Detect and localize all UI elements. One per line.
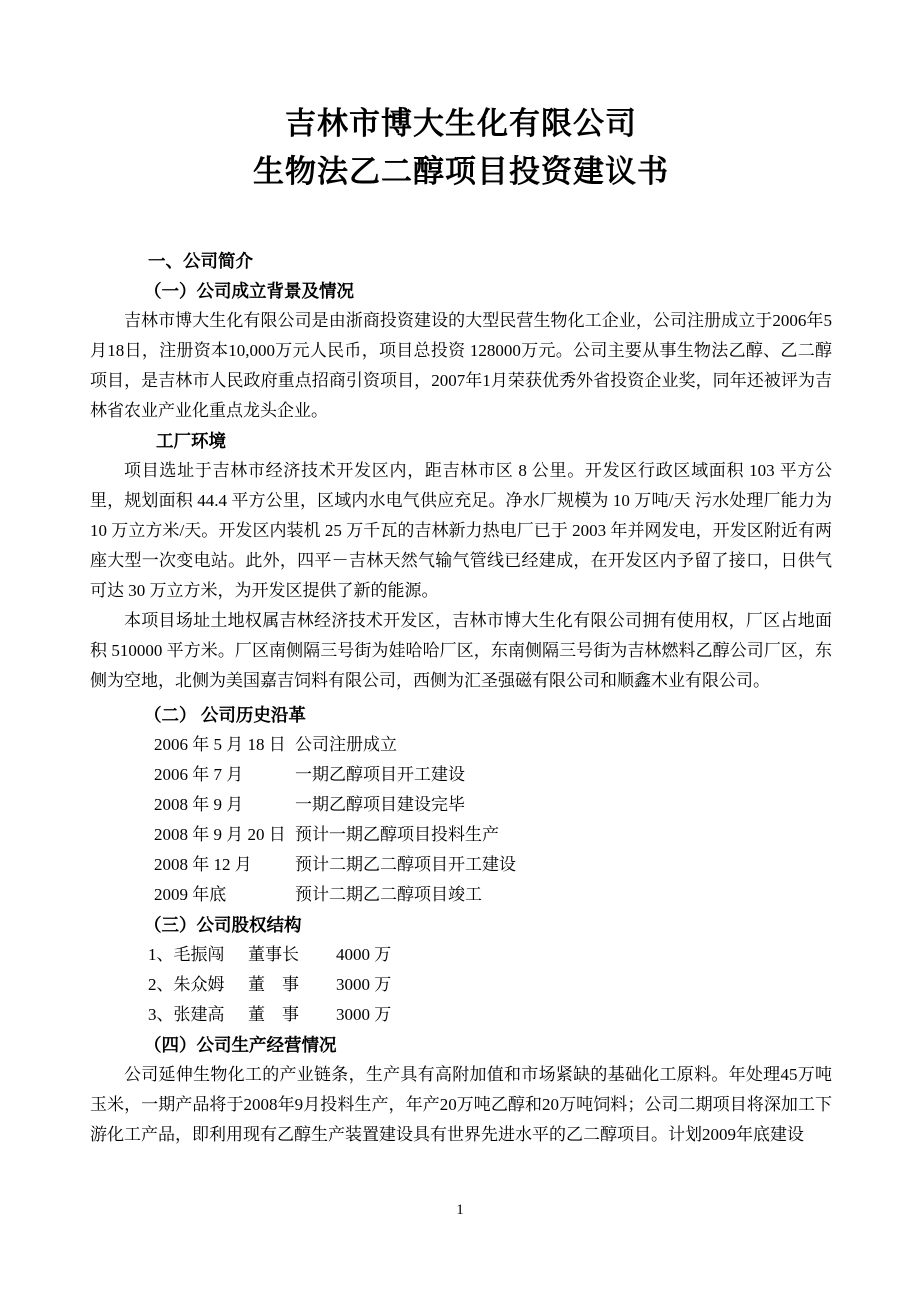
document-title-line2: 生物法乙二醇项目投资建议书 bbox=[253, 154, 669, 189]
shareholder-role: 董事长 bbox=[248, 945, 299, 964]
shareholder-role: 董 事 bbox=[248, 975, 299, 994]
history-date: 2009 年底 bbox=[154, 885, 227, 904]
shareholder-row bbox=[90, 940, 832, 970]
history-event: 一期乙醇项目建设完毕 bbox=[295, 795, 465, 814]
history-date: 2006 年 7 月 bbox=[154, 765, 244, 784]
paragraph-company-background: 吉林市博大生化有限公司是由浙商投资建设的大型民营生物化工企业，公司注册成立于2006年5月18日，注册资本10,000万元人民币，项目总投资 128000万元。公司主要从事生物法乙醇、乙二醇项目，是吉林市人民政府重点招商引资项目，2007年1月荣获优秀外省投资企业奖，同年还被评为吉林省农业产业化重点龙头企业。 bbox=[90, 311, 832, 420]
history-row bbox=[90, 820, 832, 850]
section-heading-company-intro: 一、公司简介 bbox=[148, 251, 253, 271]
history-row bbox=[90, 760, 832, 790]
subsection-heading-factory-environment: 工厂环境 bbox=[156, 431, 226, 451]
shareholder-row bbox=[90, 1000, 832, 1030]
history-row bbox=[90, 790, 832, 820]
shareholder-role: 董 事 bbox=[248, 1005, 299, 1024]
subsection-heading-background: （一）公司成立背景及情况 bbox=[144, 281, 354, 301]
shareholder-name: 3、张建高 bbox=[148, 1005, 225, 1024]
history-event: 预计二期乙二醇项目竣工 bbox=[295, 885, 482, 904]
paragraph-operation: 公司延伸生物化工的产业链条，生产具有高附加值和市场紧缺的基础化工原料。年处理45万吨玉米，一期产品将于2008年9月投料生产，年产20万吨乙醇和20万吨饲料；公司二期项目将深加工下游化工产品，即利用现有乙醇生产装置建设具有世界先进水平的乙二醇项目。计划2009年底建设 bbox=[90, 1065, 832, 1144]
history-row bbox=[90, 850, 832, 880]
history-event: 预计一期乙醇项目投料生产 bbox=[295, 825, 499, 844]
page-number: 1 bbox=[456, 1202, 464, 1218]
subsection-heading-history: （二） 公司历史沿革 bbox=[144, 705, 306, 725]
history-date: 2008 年 9 月 bbox=[154, 795, 244, 814]
history-event: 预计二期乙二醇项目开工建设 bbox=[295, 855, 516, 874]
shareholder-amount: 3000 万 bbox=[336, 1005, 392, 1024]
shareholder-name: 1、毛振闯 bbox=[148, 945, 225, 964]
shareholder-name: 2、朱众姆 bbox=[148, 975, 225, 994]
history-event: 公司注册成立 bbox=[295, 735, 397, 754]
history-event: 一期乙醇项目开工建设 bbox=[295, 765, 465, 784]
history-date: 2008 年 12 月 bbox=[154, 855, 252, 874]
paragraph-factory-land: 本项目场址土地权属吉林经济技术开发区，吉林市博大生化有限公司拥有使用权，厂区占地面积 510000 平方米。厂区南侧隔三号街为娃哈哈厂区，东南侧隔三号街为吉林燃料乙醇公司厂区，东侧为空地，北侧为美国嘉吉饲料有限公司，西侧为汇圣强磁有限公司和顺鑫木业有限公司。 bbox=[90, 611, 832, 690]
subsection-heading-operation: （四）公司生产经营情况 bbox=[144, 1035, 337, 1055]
subsection-heading-equity: （三）公司股权结构 bbox=[144, 915, 302, 935]
history-row bbox=[90, 880, 832, 910]
shareholder-row bbox=[90, 970, 832, 1000]
shareholder-amount: 4000 万 bbox=[336, 945, 392, 964]
history-date: 2008 年 9 月 20 日 bbox=[154, 825, 286, 844]
history-date: 2006 年 5 月 18 日 bbox=[154, 735, 286, 754]
history-row bbox=[90, 730, 832, 760]
paragraph-factory-location: 项目选址于吉林市经济技术开发区内，距吉林市区 8 公里。开发区行政区域面积 103 平方公里，规划面积 44.4 平方公里，区域内水电气供应充足。净水厂规模为 10 万吨/天 污水处理厂能力为 10 万立方米/天。开发区内装机 25 万千瓦的吉林新力热电厂已于 2003 年并网发电，开发区附近有两座大型一次变电站。此外，四平－吉林天然气输气管线已经建成，在开发区内予留了接口，日供气可达 30 万立方米，为开发区提供了新的能源。 bbox=[90, 461, 832, 600]
shareholder-amount: 3000 万 bbox=[336, 975, 392, 994]
document-title-line1: 吉林市博大生化有限公司 bbox=[285, 106, 637, 141]
